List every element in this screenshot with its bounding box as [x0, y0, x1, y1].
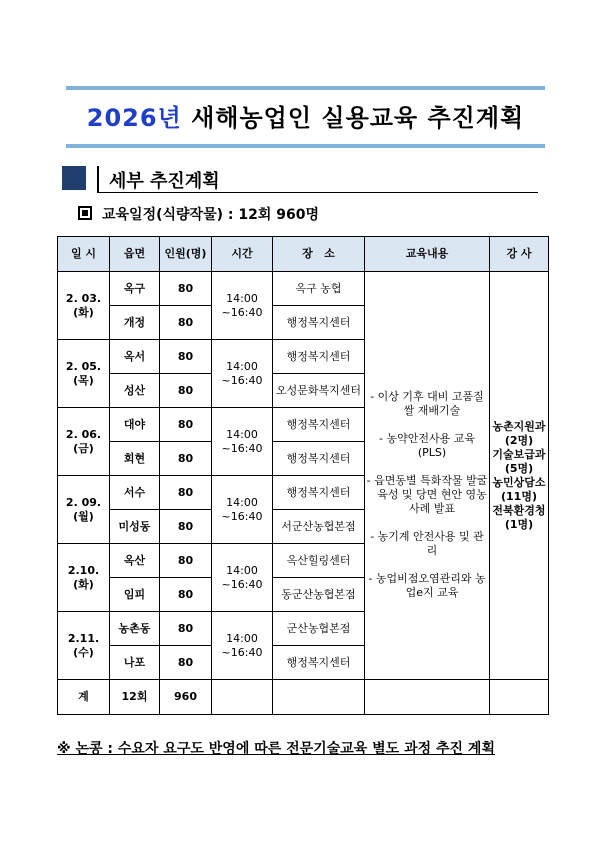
time-start: 14:00 [226, 291, 258, 305]
place-cell: 행정복지센터 [273, 442, 365, 476]
title-main: 새해농업인 실용교육 추진계획 [191, 104, 525, 132]
weekday-text: (화) [73, 577, 94, 591]
count-cell: 80 [160, 306, 212, 340]
count-cell: 80 [160, 442, 212, 476]
teacher-line: 농민상담소 [492, 475, 546, 489]
time-end: ~16:40 [221, 373, 263, 387]
section-square-icon [62, 166, 86, 190]
total-sessions-cell: 12회 [110, 680, 160, 715]
count-cell: 80 [160, 578, 212, 612]
header-cell: 장 소 [273, 237, 365, 272]
time-end: ~16:40 [221, 509, 263, 523]
area-cell: 개정 [110, 306, 160, 340]
section-divider [97, 166, 99, 192]
area-cell: 옥서 [110, 340, 160, 374]
section-title: 세부 추진계획 [109, 171, 220, 192]
date-cell [58, 544, 110, 612]
time-start: 14:00 [226, 631, 258, 645]
date-cell [58, 340, 110, 408]
plan-table [57, 236, 549, 715]
empty-cell [365, 680, 490, 715]
page-title [66, 98, 545, 133]
title-band [66, 86, 545, 146]
time-start: 14:00 [226, 359, 258, 373]
content-cell [365, 272, 490, 680]
place-cell: 행정복지센터 [273, 408, 365, 442]
date-cell [58, 272, 110, 340]
count-cell: 80 [160, 476, 212, 510]
time-start: 14:00 [226, 427, 258, 441]
title-top-rule [66, 86, 545, 90]
header-cell: 일 시 [58, 237, 110, 272]
schedule-text: 교육일정(식량작물) : 12회 960명 [102, 207, 319, 223]
weekday-text: (월) [73, 509, 94, 523]
footnote: ※ 논콩 : 수요자 요구도 반영에 따른 전문기술교육 별도 과정 추진 계획 [57, 741, 495, 757]
weekday-text: (목) [73, 373, 94, 387]
date-text: 2. 09. [65, 495, 102, 509]
total-label-cell: 계 [58, 680, 110, 715]
time-end: ~16:40 [221, 305, 263, 319]
count-cell: 80 [160, 612, 212, 646]
header-cell: 읍면 [110, 237, 160, 272]
title-year: 2026년 [86, 104, 182, 132]
content-item: - 농약안전사용 교육(PLS) [379, 431, 475, 459]
teacher-line: 기술보급과 [492, 447, 546, 461]
weekday-text: (화) [73, 305, 94, 319]
time-cell [212, 544, 273, 612]
area-cell: 미성동 [110, 510, 160, 544]
time-start: 14:00 [226, 563, 258, 577]
time-start: 14:00 [226, 495, 258, 509]
date-text: 2.11. [67, 631, 100, 645]
place-cell: 동군산농협본점 [273, 578, 365, 612]
count-cell: 80 [160, 510, 212, 544]
area-cell: 회현 [110, 442, 160, 476]
time-cell [212, 476, 273, 544]
time-end: ~16:40 [221, 645, 263, 659]
teacher-line: (2명) [504, 433, 534, 447]
filled-square-icon [78, 206, 92, 220]
teacher-cell [490, 272, 549, 680]
empty-cell [273, 680, 365, 715]
place-cell: 행정복지센터 [273, 476, 365, 510]
area-cell: 임피 [110, 578, 160, 612]
total-count-cell: 960 [160, 680, 212, 715]
content-item: - 읍면동별 특화작물 발굴 육성 및 당면 현안 영농사례 발표 [366, 473, 488, 515]
count-cell: 80 [160, 340, 212, 374]
date-cell [58, 612, 110, 680]
content-item: - 이상 기후 대비 고품질 쌀 재배기술 [370, 389, 484, 417]
count-cell: 80 [160, 544, 212, 578]
place-cell: 오성문화복지센터 [273, 374, 365, 408]
date-cell [58, 476, 110, 544]
place-cell: 옥구 농협 [273, 272, 365, 306]
date-text: 2. 05. [65, 359, 102, 373]
area-cell: 대야 [110, 408, 160, 442]
header-cell: 인원(명) [160, 237, 212, 272]
teacher-line: 전북환경청 [492, 503, 546, 517]
time-cell [212, 612, 273, 680]
place-cell: 서군산농협본점 [273, 510, 365, 544]
area-cell: 옥산 [110, 544, 160, 578]
time-cell [212, 272, 273, 340]
header-cell: 시간 [212, 237, 273, 272]
count-cell: 80 [160, 408, 212, 442]
count-cell: 80 [160, 272, 212, 306]
teacher-line: 농촌지원과 [492, 419, 546, 433]
title-bottom-rule [66, 144, 545, 148]
place-cell: 옥산힐링센터 [273, 544, 365, 578]
time-end: ~16:40 [221, 577, 263, 591]
area-cell: 농촌동 [110, 612, 160, 646]
place-cell: 행정복지센터 [273, 306, 365, 340]
schedule-line [78, 204, 319, 224]
area-cell: 나포 [110, 646, 160, 680]
content-item: - 농업비점오염관리와 농업e지 교육 [368, 571, 486, 599]
time-end: ~16:40 [221, 441, 263, 455]
empty-cell [212, 680, 273, 715]
total-row [58, 680, 549, 715]
section-underline [97, 192, 538, 193]
weekday-text: (금) [73, 441, 94, 455]
area-cell: 서수 [110, 476, 160, 510]
empty-cell [490, 680, 549, 715]
header-cell: 강 사 [490, 237, 549, 272]
teacher-line: (5명) [504, 461, 534, 475]
place-cell: 군산농협본점 [273, 612, 365, 646]
count-cell: 80 [160, 374, 212, 408]
area-cell: 성산 [110, 374, 160, 408]
date-text: 2. 03. [65, 291, 102, 305]
header-cell: 교육내용 [365, 237, 490, 272]
teacher-line: (11명) [501, 489, 537, 503]
count-cell: 80 [160, 646, 212, 680]
date-cell [58, 408, 110, 476]
content-item: - 농기계 안전사용 및 관리 [370, 529, 484, 557]
section-header [62, 164, 538, 194]
date-text: 2. 06. [65, 427, 102, 441]
teacher-line: (1명) [504, 517, 534, 531]
table-row [58, 272, 549, 306]
time-cell [212, 340, 273, 408]
weekday-text: (수) [73, 645, 94, 659]
date-text: 2.10. [67, 563, 100, 577]
table-header-row [58, 237, 549, 272]
time-cell [212, 408, 273, 476]
place-cell: 행정복지센터 [273, 646, 365, 680]
place-cell: 행정복지센터 [273, 340, 365, 374]
area-cell: 옥구 [110, 272, 160, 306]
